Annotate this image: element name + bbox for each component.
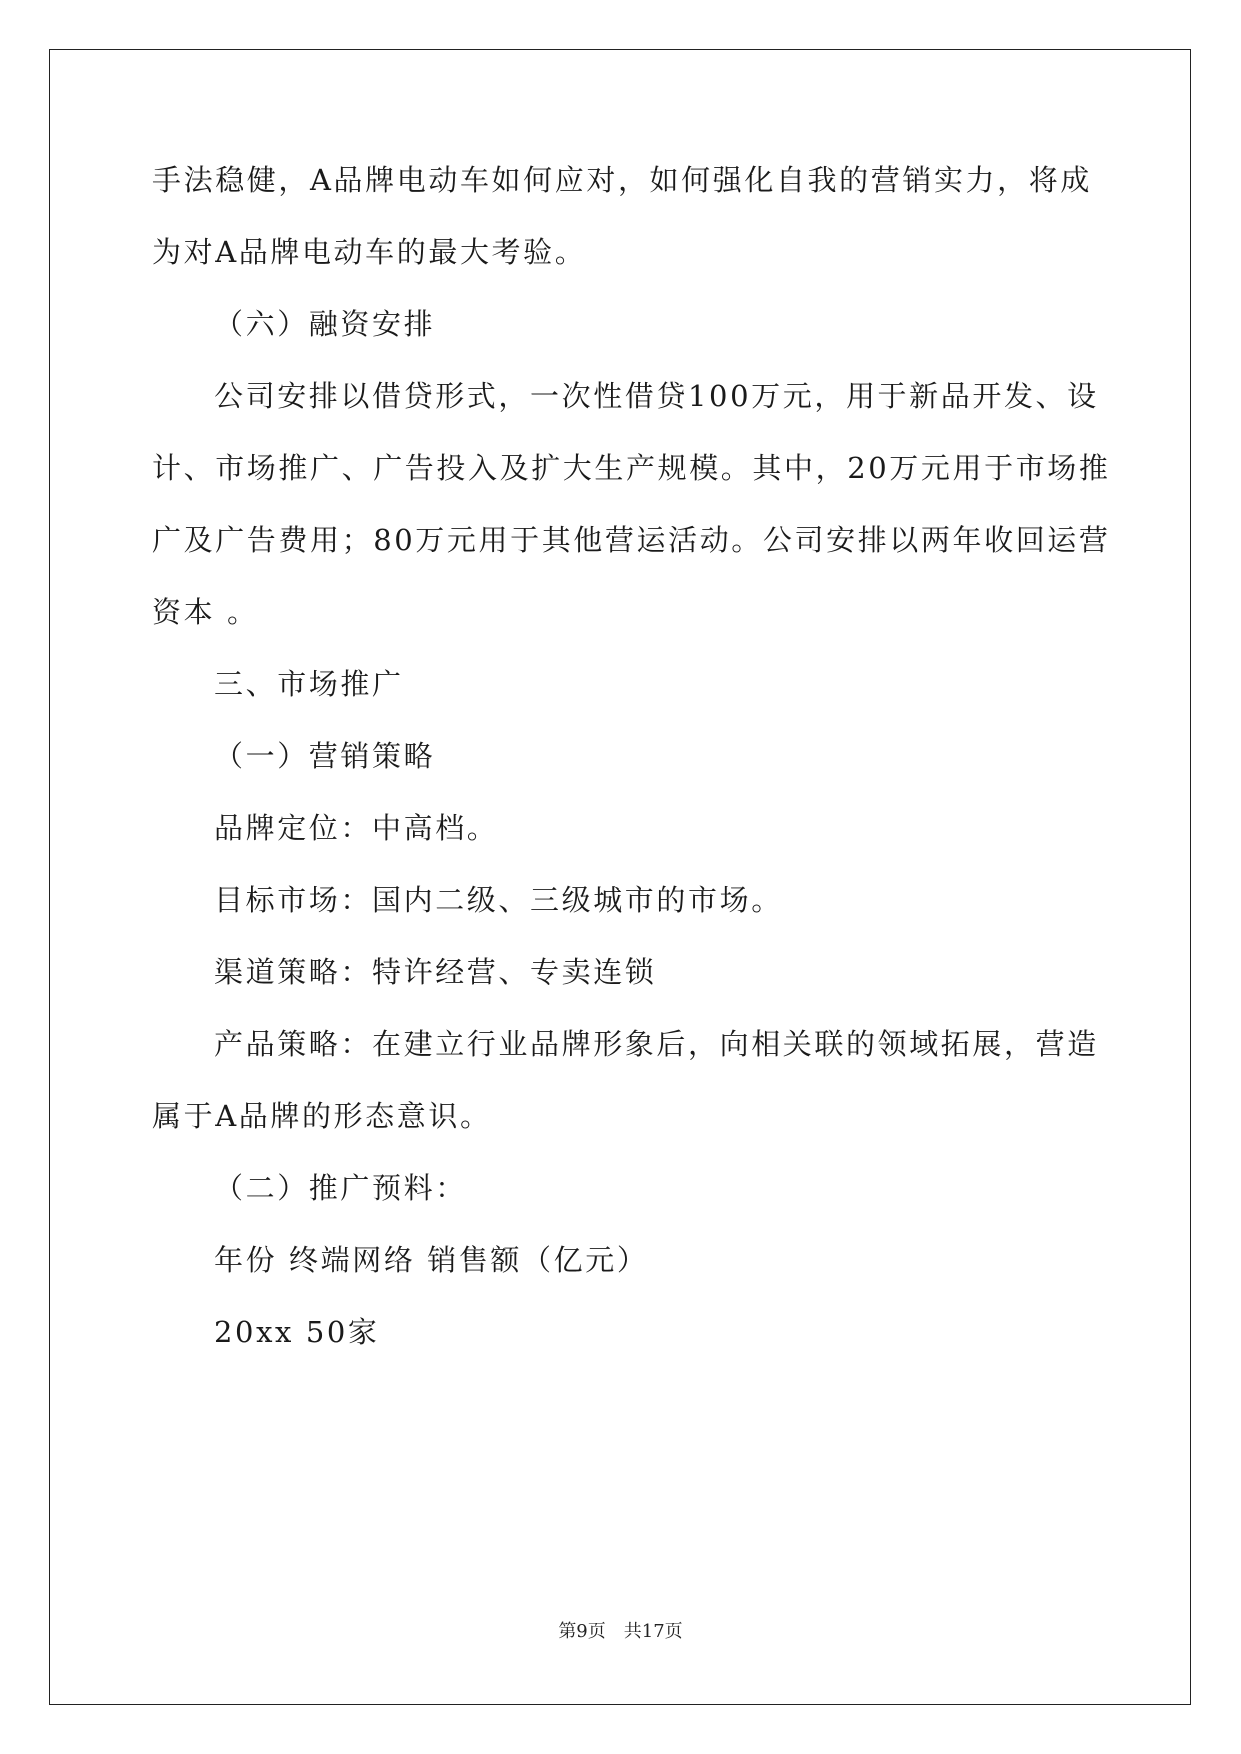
- paragraph-line: 计、市场推广、广告投入及扩大生产规模。其中，20万元用于市场推: [152, 451, 1111, 485]
- paragraph-line: 属于A品牌的形态意识。: [152, 1099, 492, 1133]
- paragraph-line: 公司安排以借贷形式，一次性借贷100万元，用于新品开发、设: [214, 379, 1099, 413]
- table-row-line: 20xx 50家: [214, 1315, 380, 1349]
- page-number: 第9页 共17页: [558, 1621, 683, 1642]
- page-border: [49, 49, 1191, 1705]
- section-heading: （二）推广预料：: [214, 1171, 467, 1205]
- paragraph-line: 广及广告费用；80万元用于其他营运活动。公司安排以两年收回运营: [152, 523, 1111, 557]
- paragraph-line: 手法稳健，A品牌电动车如何应对，如何强化自我的营销实力，将成: [152, 163, 1092, 197]
- paragraph-line: 为对A品牌电动车的最大考验。: [152, 235, 587, 269]
- section-heading: （一）营销策略: [214, 739, 436, 773]
- section-heading: （六）融资安排: [214, 307, 436, 341]
- paragraph-line: 目标市场：国内二级、三级城市的市场。: [214, 883, 783, 917]
- paragraph-line: 品牌定位：中高档。: [214, 811, 499, 845]
- chapter-heading: 三、市场推广: [214, 667, 404, 701]
- paragraph-line: 产品策略：在建立行业品牌形象后，向相关联的领域拓展，营造: [214, 1027, 1099, 1061]
- paragraph-line: 渠道策略：特许经营、专卖连锁: [214, 955, 657, 989]
- table-header-line: 年份 终端网络 销售额（亿元）: [214, 1243, 649, 1277]
- paragraph-line: 资本 。: [152, 595, 259, 629]
